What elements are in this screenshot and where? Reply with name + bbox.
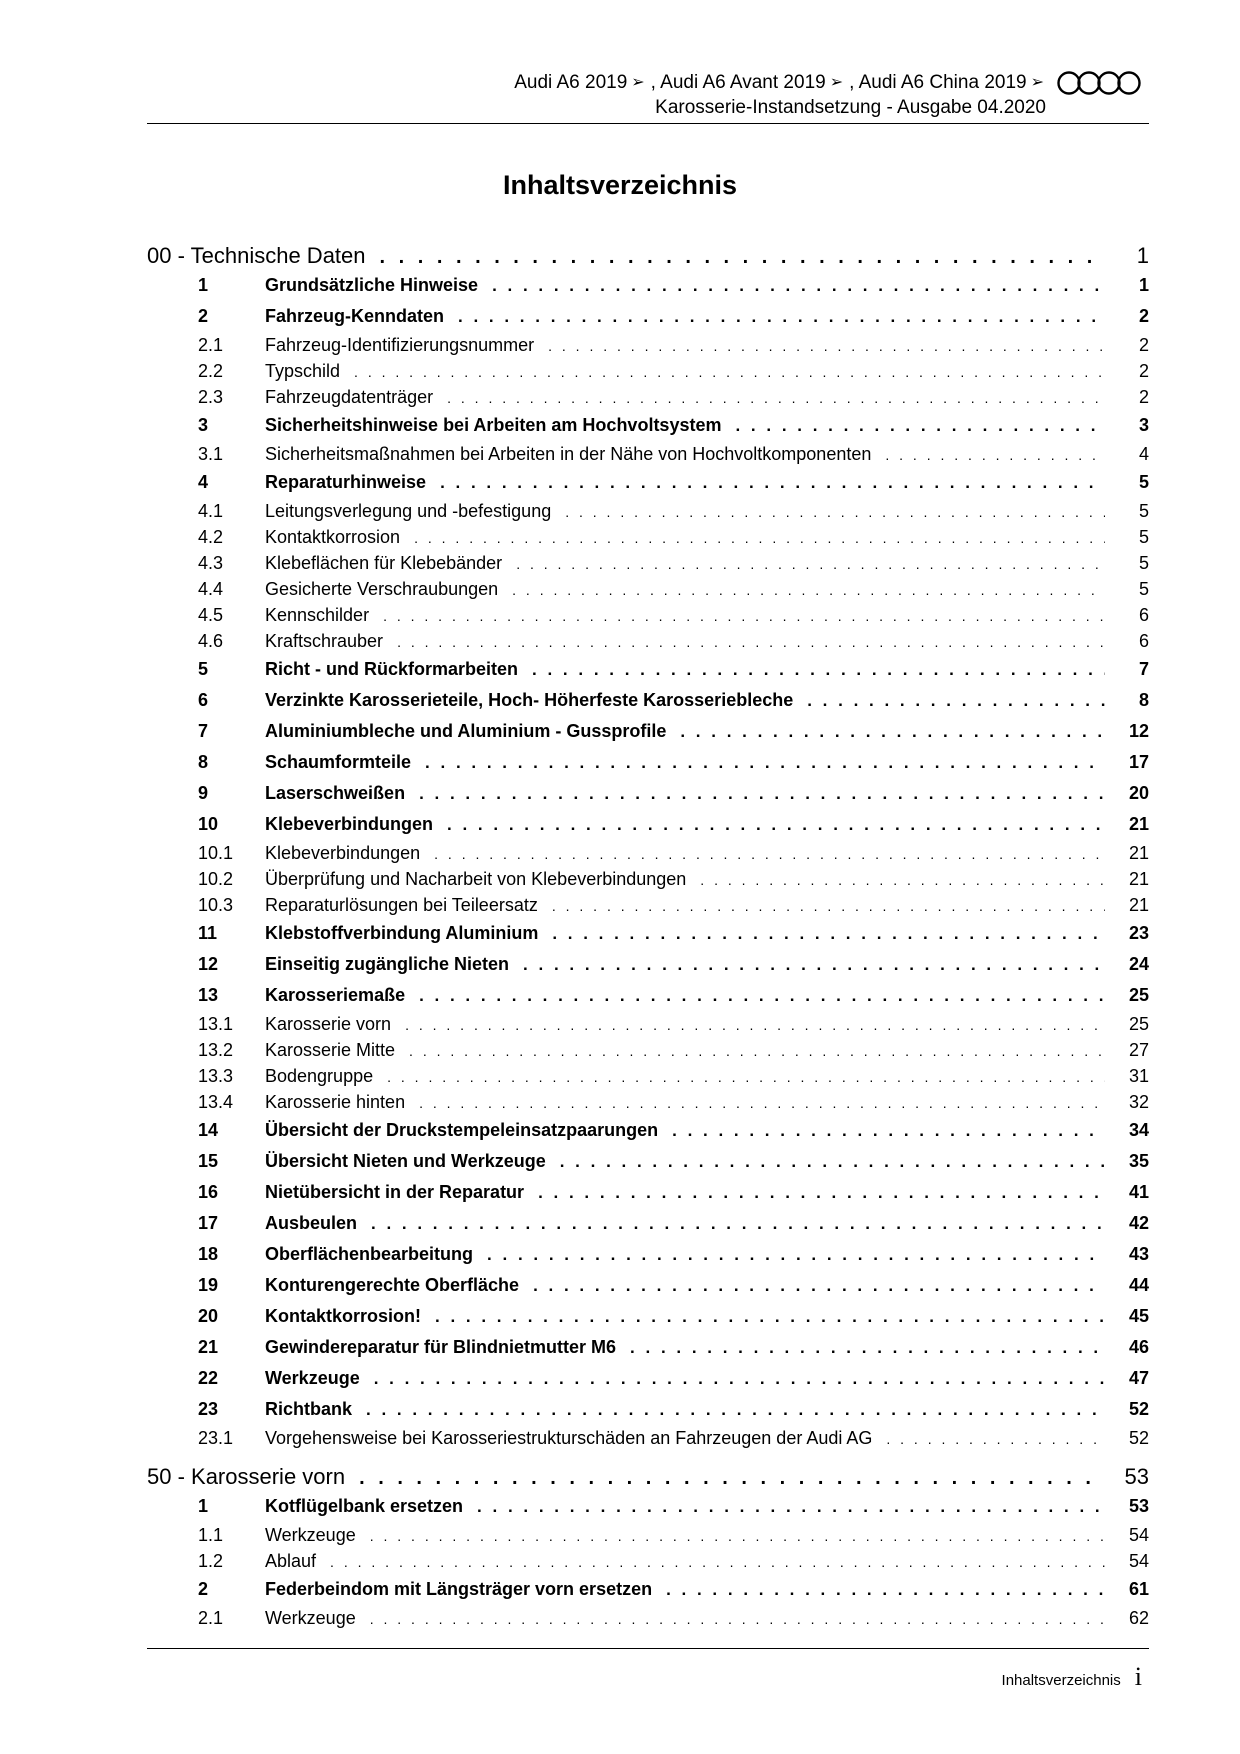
toc-leader-dots [492,276,1105,296]
toc-entry-title: Gesicherte Verschraubungen [265,579,499,599]
toc-entry[interactable] [147,1149,1149,1180]
audi-rings-logo-icon [1056,70,1142,96]
toc-leader-dots [447,815,1105,835]
toc-entry-number: 20 [198,1306,219,1326]
toc-leader-dots [371,1214,1105,1234]
toc-entry[interactable] [147,1040,1149,1066]
header-model-2: , Audi A6 Avant 2019 [650,72,826,93]
toc-entry-title: Kontaktkorrosion! [265,1306,422,1326]
toc-entry-number: 10.3 [198,895,234,915]
toc-leader-dots [523,955,1105,975]
toc-entry-page: 4 [1138,444,1149,464]
toc-entry-title: Aluminiumbleche und Aluminium - Gussprofile [265,721,667,741]
toc-entry-number: 13 [198,985,219,1005]
toc-entry-page: 53 [1128,1496,1149,1516]
toc-leader-dots [409,1043,1105,1059]
toc-entry[interactable] [147,1242,1149,1273]
toc-entry-title: Bodengruppe [265,1066,374,1086]
toc-entry-title: Werkzeuge [265,1368,360,1388]
toc-entry-title: Konturengerechte Oberfläche [265,1275,520,1295]
toc-entry-number: 14 [198,1120,219,1140]
toc-leader-dots [419,1095,1105,1111]
toc-entry-page: 35 [1128,1151,1149,1171]
toc-entry-number: 2.3 [198,387,224,407]
toc-entry-title: Reparaturhinweise [265,472,427,492]
toc-entry-title: Werkzeuge [265,1608,356,1628]
toc-entry-title: Typschild [265,361,341,381]
toc-entry[interactable] [147,631,1149,657]
toc-entry-page: 2 [1138,306,1149,326]
header-model-line [514,70,1142,96]
toc-entry-page: 21 [1128,895,1149,915]
toc-entry[interactable] [147,470,1149,501]
toc-leader-dots [532,660,1105,680]
toc-entry-title: Klebeverbindungen [265,843,421,863]
footer-divider [147,1648,1149,1649]
header-model-1: Audi A6 2019 [514,72,628,93]
toc-entry-page: 31 [1128,1066,1149,1086]
toc-entry[interactable] [147,750,1149,781]
toc-leader-dots [397,634,1105,650]
toc-entry-number: 17 [198,1213,219,1233]
toc-leader-dots [672,1121,1105,1141]
toc-entry-number: 13.2 [198,1040,234,1060]
toc-leader-dots [359,1467,1105,1490]
toc-entry-title: Oberflächenbearbeitung [265,1244,474,1264]
toc-leader-dots [380,246,1105,269]
toc-entry-page: 42 [1128,1213,1149,1233]
toc-entry-number: 2 [198,1579,209,1599]
toc-entry-number: 19 [198,1275,219,1295]
toc-entry-number: 22 [198,1368,219,1388]
toc-entry[interactable] [147,1428,1149,1454]
toc-entry-title: Karosserie vorn [265,1014,392,1034]
toc-entry-title: Klebstoffverbindung Aluminium [265,923,539,943]
toc-entry[interactable] [147,527,1149,553]
toc-leader-dots [440,473,1105,493]
toc-leader-dots [516,556,1105,572]
toc-entry-title: Richt - und Rückformarbeiten [265,659,519,679]
toc-entry[interactable] [147,1118,1149,1149]
header-divider [147,123,1149,124]
toc-entry[interactable] [147,812,1149,843]
toc-entry[interactable] [147,688,1149,719]
toc-entry-title: Gewindereparatur für Blindnietmutter M6 [265,1337,617,1357]
toc-entry-number: 4.5 [198,605,224,625]
toc-leader-dots [477,1497,1105,1517]
toc-entry-number: 10.2 [198,869,234,889]
toc-entry-title: 00 - Technische Daten [147,243,366,268]
toc-entry-number: 23.1 [198,1428,234,1448]
toc-entry-number: 10 [198,814,219,834]
toc-entry-title: Kennschilder [265,605,370,625]
toc-entry[interactable] [147,657,1149,688]
toc-entry-page: 6 [1138,631,1149,651]
toc-entry-number: 4.4 [198,579,224,599]
toc-entry-number: 2.1 [198,335,224,355]
toc-leader-dots [552,898,1105,914]
toc-entry-number: 13.4 [198,1092,234,1112]
toc-entry[interactable] [147,1014,1149,1040]
toc-entry-page: 21 [1128,843,1149,863]
arrow-icon: ➢ [631,74,645,91]
toc-entry-number: 4.3 [198,553,224,573]
toc-leader-dots [680,722,1105,742]
toc-entry-number: 9 [198,783,209,803]
toc-entry-title: Karosserie hinten [265,1092,406,1112]
toc-entry-title: Überprüfung und Nacharbeit von Klebeverbindungen [265,869,687,889]
toc-entry-page: 5 [1138,579,1149,599]
toc-entry[interactable] [147,361,1149,387]
toc-entry-title: Einseitig zugängliche Nieten [265,954,510,974]
toc-entry-number: 3 [198,415,209,435]
toc-entry-title: Klebeflächen für Klebebänder [265,553,503,573]
toc-entry-title: Ausbeulen [265,1213,358,1233]
toc-entry-page: 21 [1128,869,1149,889]
page-header [514,70,1142,120]
toc-entry-page: 1 [1138,275,1149,295]
toc-entry-page: 21 [1128,814,1149,834]
toc-entry[interactable] [147,719,1149,750]
toc-entry[interactable] [147,413,1149,444]
toc-leader-dots [405,1017,1105,1033]
toc-entry[interactable] [147,921,1149,952]
toc-entry-page: 23 [1128,923,1149,943]
toc-leader-dots [447,390,1105,406]
toc-entry[interactable] [147,781,1149,812]
toc-entry-page: 25 [1128,985,1149,1005]
toc-entry-page: 61 [1128,1579,1149,1599]
footer-page-number: i [1134,1662,1142,1691]
toc-entry[interactable] [147,605,1149,631]
toc-entry-page: 54 [1128,1551,1149,1571]
toc-entry-title: Übersicht der Druckstempeleinsatzpaarungen [265,1120,659,1140]
toc-entry[interactable] [147,444,1149,470]
toc-leader-dots [560,1152,1105,1172]
toc-leader-dots [552,924,1105,944]
toc-entry[interactable] [147,843,1149,869]
toc-entry-title: Karosseriemaße [265,985,406,1005]
toc-entry-title: Grundsätzliche Hinweise [265,275,479,295]
toc-entry-page: 5 [1138,472,1149,492]
toc-entry-number: 5 [198,659,209,679]
toc-leader-dots [458,307,1105,327]
toc-entry-page: 53 [1124,1464,1149,1489]
toc-entry[interactable] [147,1180,1149,1211]
toc-entry-title: Ablauf [265,1551,317,1571]
toc-entry-page: 5 [1138,501,1149,521]
toc-leader-dots [700,872,1105,888]
toc-leader-dots [370,1528,1105,1544]
toc-entry[interactable] [147,335,1149,361]
toc-entry[interactable] [147,387,1149,413]
arrow-icon: ➢ [1030,74,1044,91]
toc-entry[interactable] [147,501,1149,527]
toc-entry[interactable] [147,1525,1149,1551]
toc-entry-page: 25 [1128,1014,1149,1034]
toc-entry-title: Fahrzeugdatenträger [265,387,434,407]
toc-leader-dots [630,1338,1105,1358]
header-model-3: , Audi A6 China 2019 [849,72,1027,93]
toc-entry-title: Federbeindom mit Längsträger vorn ersetzen [265,1579,653,1599]
toc-entry-title: Schaumformteile [265,752,412,772]
toc-entry-number: 11 [198,923,218,943]
toc-leader-dots [487,1245,1105,1265]
toc-entry-page: 5 [1138,553,1149,573]
header-subtitle: Karosserie-Instandsetzung - Ausgabe 04.2020 [655,97,1046,118]
toc-entry-page: 54 [1128,1525,1149,1545]
toc-entry-number: 4.1 [198,501,224,521]
toc-leader-dots [538,1183,1105,1203]
toc-entry[interactable] [147,895,1149,921]
toc-leader-dots [548,338,1105,354]
toc-entry-number: 1 [198,275,209,295]
footer-label: Inhaltsverzeichnis [1001,1672,1121,1689]
toc-leader-dots [366,1400,1105,1420]
toc-entry[interactable] [147,1304,1149,1335]
toc-entry-number: 2 [198,306,209,326]
toc-entry-page: 6 [1138,605,1149,625]
toc-entry-page: 34 [1128,1120,1149,1140]
toc-entry-number: 4.6 [198,631,224,651]
toc-entry[interactable] [147,1494,1149,1525]
toc-entry[interactable] [147,983,1149,1014]
toc-entry-title: Leitungsverlegung und -befestigung [265,501,552,521]
toc-entry-page: 45 [1128,1306,1149,1326]
toc-leader-dots [370,1611,1105,1627]
toc-entry-number: 13.1 [198,1014,234,1034]
toc-entry-number: 13.3 [198,1066,234,1086]
toc-entry-title: Werkzeuge [265,1525,356,1545]
toc-entry-page: 52 [1128,1399,1149,1419]
toc-entry[interactable] [147,1464,1149,1494]
page-title: Inhaltsverzeichnis [502,170,738,200]
toc-entry-number: 4 [198,472,209,492]
toc-entry-number: 6 [198,690,209,710]
toc-leader-dots [435,1307,1105,1327]
toc-entry[interactable] [147,553,1149,579]
toc-entry[interactable] [147,952,1149,983]
toc-entry-page: 12 [1128,721,1149,741]
toc-entry[interactable] [147,1366,1149,1397]
toc-entry-page: 43 [1128,1244,1149,1264]
toc-leader-dots [419,986,1105,1006]
toc-leader-dots [886,1431,1105,1447]
toc-entry[interactable] [147,1608,1149,1634]
toc-entry-page: 41 [1128,1182,1149,1202]
toc-entry-page: 32 [1128,1092,1149,1112]
toc-entry-page: 44 [1128,1275,1149,1295]
toc-entry-title: Karosserie Mitte [265,1040,396,1060]
toc-leader-dots [354,364,1105,380]
toc-entry-title: Fahrzeug-Identifizierungsnummer [265,335,535,355]
toc-entry[interactable] [147,304,1149,335]
toc-entry[interactable] [147,1335,1149,1366]
toc-entry-number: 21 [198,1337,219,1357]
toc-entry[interactable] [147,273,1149,304]
toc-entry-page: 2 [1138,387,1149,407]
toc-entry[interactable] [147,1092,1149,1118]
toc-leader-dots [434,846,1105,862]
toc-entry-title: Kontaktkorrosion [265,527,401,547]
toc-leader-dots [387,1069,1105,1085]
toc-entry-number: 3.1 [198,444,224,464]
toc-entry-number: 8 [198,752,209,772]
toc-entry-title: 50 - Karosserie vorn [147,1464,346,1489]
toc-leader-dots [533,1276,1105,1296]
toc-entry-number: 1.2 [198,1551,224,1571]
toc-leader-dots [565,504,1105,520]
toc-entry-page: 17 [1128,752,1149,772]
toc-entry-title: Richtbank [265,1399,353,1419]
toc-entry-number: 2.1 [198,1608,224,1628]
toc-entry-page: 8 [1138,690,1149,710]
toc-entry-page: 7 [1138,659,1149,679]
toc-entry-page: 20 [1128,783,1149,803]
toc-entry[interactable] [147,1551,1149,1577]
table-of-contents [147,241,1149,1634]
toc-entry-title: Fahrzeug-Kenndaten [265,306,445,326]
toc-entry-page: 46 [1128,1337,1149,1357]
toc-entry-page: 27 [1128,1040,1149,1060]
toc-entry-title: Vorgehensweise bei Karosseriestrukturschäden an Fahrzeugen der Audi AG [265,1428,873,1448]
toc-entry-number: 7 [198,721,209,741]
toc-entry-title: Laserschweißen [265,783,406,803]
toc-entry-page: 24 [1128,954,1149,974]
toc-leader-dots [383,608,1105,624]
toc-entry-number: 18 [198,1244,219,1264]
toc-entry-title: Reparaturlösungen bei Teileersatz [265,895,538,915]
toc-leader-dots [807,691,1105,711]
toc-leader-dots [425,753,1105,773]
toc-entry-page: 3 [1138,415,1149,435]
toc-entry-title: Kraftschrauber [265,631,384,651]
toc-entry[interactable] [147,1577,1149,1608]
toc-entry-title: Sicherheitsmaßnahmen bei Arbeiten in der Nähe von Hochvoltkomponenten [265,444,872,464]
toc-entry[interactable] [147,579,1149,605]
toc-leader-dots [512,582,1105,598]
toc-leader-dots [885,447,1105,463]
toc-leader-dots [735,416,1105,436]
toc-entry-page: 1 [1136,243,1149,268]
toc-entry-number: 16 [198,1182,219,1202]
toc-entry-number: 23 [198,1399,219,1419]
toc-entry-page: 47 [1128,1368,1149,1388]
toc-entry-number: 1.1 [198,1525,224,1545]
toc-entry-page: 5 [1138,527,1149,547]
toc-entry-number: 4.2 [198,527,224,547]
toc-entry-number: 12 [198,954,219,974]
toc-entry-number: 10.1 [198,843,234,863]
toc-entry-title: Kotflügelbank ersetzen [265,1496,464,1516]
toc-entry-number: 1 [198,1496,209,1516]
page-footer [1002,1662,1142,1692]
toc-entry-page: 52 [1128,1428,1149,1448]
toc-leader-dots [414,530,1105,546]
toc-leader-dots [330,1554,1105,1570]
toc-entry-title: Übersicht Nieten und Werkzeuge [265,1151,546,1171]
arrow-icon: ➢ [829,74,844,91]
toc-leader-dots [374,1369,1105,1389]
toc-entry[interactable] [147,1273,1149,1304]
toc-entry-title: Klebeverbindungen [265,814,434,834]
toc-entry[interactable] [147,869,1149,895]
toc-entry-page: 62 [1128,1608,1149,1628]
toc-entry-page: 2 [1138,335,1149,355]
toc-entry[interactable] [147,1066,1149,1092]
toc-entry-number: 15 [198,1151,219,1171]
toc-entry-title: Sicherheitshinweise bei Arbeiten am Hochvoltsystem [265,415,722,435]
toc-entry-title: Verzinkte Karosserieteile, Hoch- Höherfeste Karosseriebleche [265,690,794,710]
toc-leader-dots [666,1580,1105,1600]
toc-entry-number: 2.2 [198,361,224,381]
toc-entry-page: 2 [1138,361,1149,381]
toc-entry[interactable] [147,1397,1149,1428]
toc-leader-dots [419,784,1105,804]
toc-entry[interactable] [147,243,1149,273]
toc-entry-title: Nietübersicht in der Reparatur [265,1182,525,1202]
toc-entry[interactable] [147,1211,1149,1242]
